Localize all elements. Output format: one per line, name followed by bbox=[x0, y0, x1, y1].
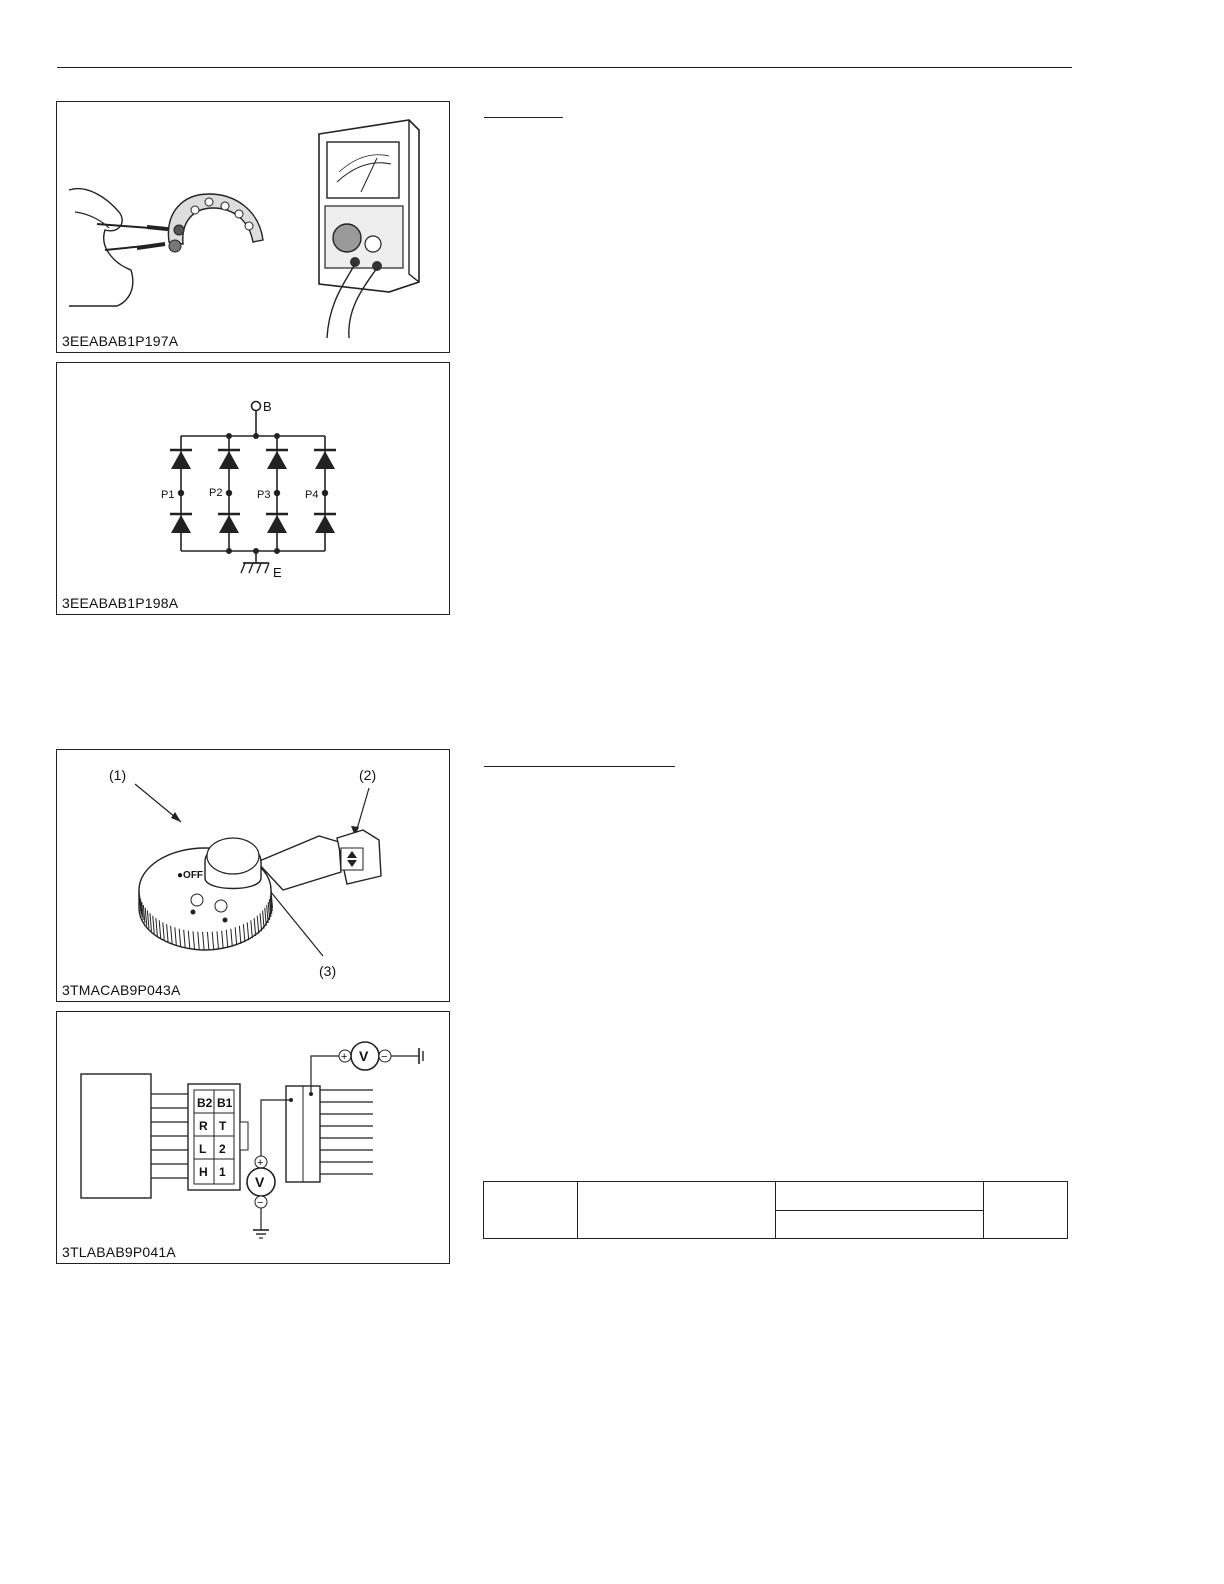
figure-caption: 3TLABAB9P041A bbox=[62, 1244, 176, 1260]
diode-symbol bbox=[219, 451, 239, 469]
terminal-b-label: B bbox=[263, 399, 272, 414]
page-top-rule bbox=[57, 67, 1072, 68]
pin-b2: B2 bbox=[197, 1096, 213, 1110]
callout-3: (3) bbox=[319, 963, 337, 979]
pin-b1: B1 bbox=[217, 1096, 233, 1110]
p3-label: P3 bbox=[257, 489, 271, 501]
pin-1: 1 bbox=[219, 1165, 226, 1179]
table-cell bbox=[984, 1182, 1068, 1239]
diode-symbol bbox=[315, 451, 335, 469]
callout-1: (1) bbox=[109, 767, 127, 783]
top-voltmeter-plus: + bbox=[341, 1051, 348, 1063]
terminal-e-label: E bbox=[273, 565, 282, 580]
figure-switch-wiring bbox=[56, 1011, 450, 1264]
diode-symbol bbox=[171, 451, 191, 469]
off-position-label: ●OFF bbox=[177, 870, 204, 881]
pin-t: T bbox=[219, 1119, 227, 1133]
figure-diode-schematic bbox=[56, 362, 450, 615]
pin-2: 2 bbox=[219, 1142, 226, 1156]
figure-caption: 3EEABAB1P197A bbox=[62, 333, 179, 349]
diode-symbol bbox=[219, 515, 239, 533]
table-cell bbox=[484, 1182, 578, 1239]
diode-symbol bbox=[315, 515, 335, 533]
callout-2: (2) bbox=[359, 767, 377, 783]
switch-wiring-diagram bbox=[57, 1012, 451, 1265]
table-cell bbox=[776, 1210, 984, 1239]
bottom-voltmeter-symbol: V bbox=[255, 1174, 265, 1190]
diode-symbol bbox=[267, 515, 287, 533]
p1-label: P1 bbox=[161, 489, 175, 501]
diode-bridge-schematic bbox=[57, 363, 451, 616]
pin-r: R bbox=[199, 1119, 208, 1133]
table-cell bbox=[776, 1182, 984, 1211]
pin-dot bbox=[226, 490, 232, 496]
pin-l: L bbox=[199, 1142, 207, 1156]
rectifier-test-illustration bbox=[57, 102, 451, 354]
light-switch-illustration bbox=[57, 750, 451, 1003]
p4-label: P4 bbox=[305, 489, 319, 501]
pin-dot bbox=[274, 490, 280, 496]
figure-caption: 3TMACAB9P043A bbox=[62, 982, 181, 998]
diode-symbol bbox=[171, 515, 191, 533]
table-cell bbox=[578, 1182, 776, 1239]
figure-rectifier-test bbox=[56, 101, 450, 353]
top-voltmeter-symbol: V bbox=[359, 1048, 369, 1064]
top-voltmeter-minus: − bbox=[381, 1051, 388, 1063]
section-heading-underline bbox=[484, 766, 675, 767]
bottom-voltmeter-plus: + bbox=[257, 1157, 264, 1169]
diode-symbol bbox=[267, 451, 287, 469]
figure-caption: 3EEABAB1P198A bbox=[62, 595, 179, 611]
pin-h: H bbox=[199, 1165, 208, 1179]
pin-dot bbox=[322, 490, 328, 496]
p2-label: P2 bbox=[209, 487, 223, 499]
specification-table bbox=[483, 1181, 1068, 1239]
pin-dot bbox=[178, 490, 184, 496]
bottom-voltmeter-minus: − bbox=[257, 1197, 264, 1209]
figure-light-switch bbox=[56, 749, 450, 1002]
section-heading-underline bbox=[484, 117, 563, 118]
